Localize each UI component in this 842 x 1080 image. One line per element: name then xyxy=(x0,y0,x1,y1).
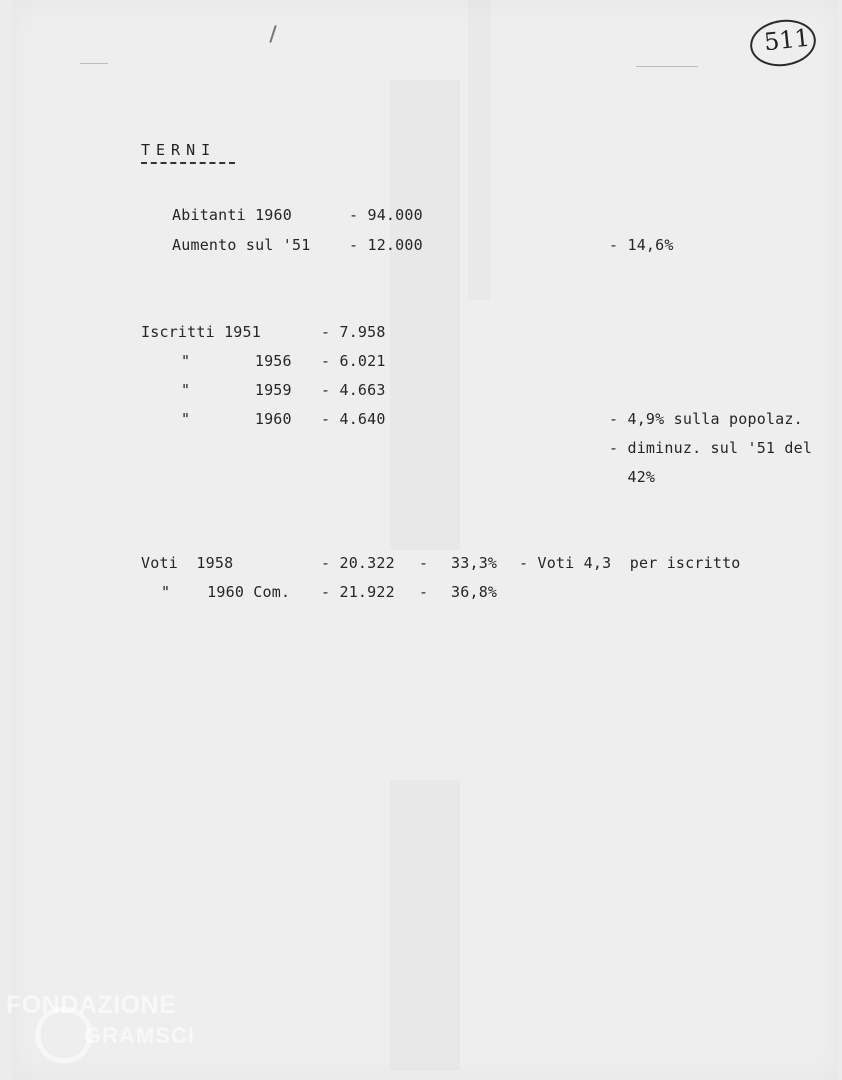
watermark-line-2: GRAMSCI xyxy=(84,1023,195,1048)
votes-row-value: - 21.922 xyxy=(321,583,395,601)
fondazione-gramsci-watermark xyxy=(4,985,224,1070)
votes-row-note: - Voti 4,3 per iscritto xyxy=(519,554,741,572)
votes-row-value: - 20.322 xyxy=(321,554,395,572)
population-row-note: - 14,6% xyxy=(609,236,674,254)
votes-row-label: Voti 1958 xyxy=(141,554,234,572)
members-note: 42% xyxy=(609,468,656,486)
population-row-label: Aumento sul '51 xyxy=(172,236,311,254)
population-row-value: - 12.000 xyxy=(349,236,423,254)
votes-row-label: " 1960 Com. xyxy=(161,583,291,601)
members-row-label: " 1959 xyxy=(181,381,292,399)
members-row-label: Iscritti 1951 xyxy=(141,323,261,341)
votes-row-percent: 36,8% xyxy=(451,583,498,601)
members-note: - diminuz. sul '51 del xyxy=(609,439,813,457)
bleed-through-shadow xyxy=(380,0,500,1080)
members-row-label: " 1960 xyxy=(181,410,292,428)
votes-row-percent: 33,3% xyxy=(451,554,498,572)
members-note: - 4,9% sulla popolaz. xyxy=(609,410,803,428)
page-number: 511 xyxy=(762,23,812,57)
votes-row-dash: - xyxy=(419,583,429,601)
watermark-line-1: FONDAZIONE xyxy=(6,991,177,1019)
title-underline xyxy=(141,160,235,164)
top-left-edge-mark xyxy=(80,63,108,64)
document-title: TERNI xyxy=(141,141,217,159)
members-row-value: - 4.640 xyxy=(321,410,386,428)
members-row-value: - 7.958 xyxy=(321,323,386,341)
top-right-edge-mark xyxy=(636,66,698,67)
votes-row-dash: - xyxy=(419,554,429,572)
population-row-value: - 94.000 xyxy=(349,206,423,224)
members-row-value: - 6.021 xyxy=(321,352,386,370)
members-row-label: " 1956 xyxy=(181,352,292,370)
population-row-label: Abitanti 1960 xyxy=(172,206,292,224)
members-row-value: - 4.663 xyxy=(321,381,386,399)
